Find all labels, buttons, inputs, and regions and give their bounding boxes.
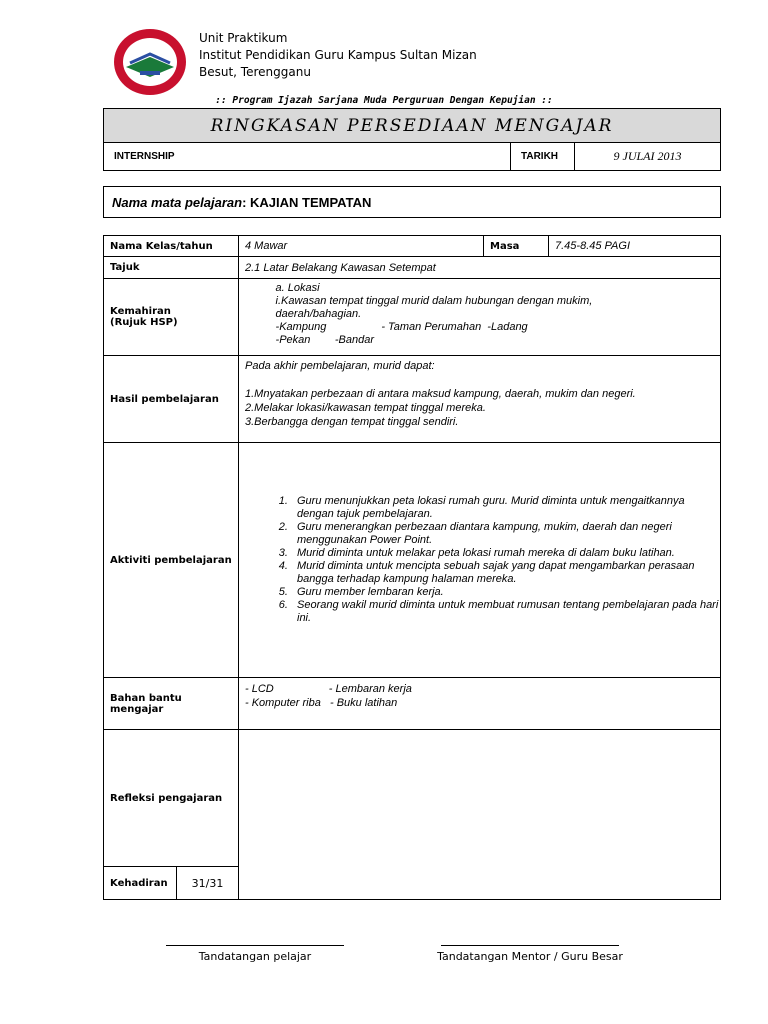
institution-line: Besut, Terengganu <box>199 65 311 79</box>
aktiviti-list <box>239 495 720 625</box>
lesson-table <box>103 235 721 900</box>
signature-mentor-label: Tandatangan Mentor / Guru Besar <box>437 950 623 963</box>
aktiviti-item: 4. Murid diminta untuk mencipta sebuah sajak yang dapat mengambarkan perasaan bangga terhadap kampung halaman mereka. <box>291 560 720 586</box>
aktiviti-item: 3. Murid diminta untuk melakar peta lokasi rumah mereka di dalam buku latihan. <box>291 547 720 560</box>
institution-logo <box>112 27 188 97</box>
internship-label: INTERNSHIP <box>104 143 511 171</box>
kelas-label: Nama Kelas/tahun <box>104 236 239 257</box>
header-table <box>103 108 721 171</box>
signature-pelajar <box>165 945 345 963</box>
signature-mentor <box>420 945 640 963</box>
subject-box <box>103 186 721 218</box>
aktiviti-item: 2. Guru menerangkan perbezaan diantara kampung, mukim, daerah dan negeri menggunakan Power Point. <box>291 521 720 547</box>
tajuk-label: Tajuk <box>104 257 239 279</box>
document-title: RINGKASAN PERSEDIAAN MENGAJAR <box>104 109 721 143</box>
aktiviti-cell <box>239 443 721 678</box>
bahan-label: Bahan bantu mengajar <box>104 678 239 730</box>
kehadiran-value: 31/31 <box>176 867 238 899</box>
signature-line <box>166 945 344 946</box>
program-name: :: Program Ijazah Sarjana Muda Perguruan Dengan Kepujian :: <box>215 95 553 106</box>
refleksi-label: Refleksi pengajaran <box>104 730 239 867</box>
signature-line <box>441 945 619 946</box>
tarikh-value: 9 JULAI 2013 <box>575 143 721 171</box>
kelas-value: 4 Mawar <box>239 236 484 257</box>
kemahiran-label: Kemahiran (Rujuk HSP) <box>104 279 239 356</box>
kehadiran-cell <box>104 867 239 900</box>
subject-label: Nama mata pelajaran <box>112 195 243 210</box>
aktiviti-label: Aktiviti pembelajaran <box>104 443 239 678</box>
signature-pelajar-label: Tandatangan pelajar <box>198 950 312 963</box>
masa-label: Masa <box>484 236 549 257</box>
subject-value: : KAJIAN TEMPATAN <box>242 195 372 210</box>
hasil-label: Hasil pembelajaran <box>104 356 239 443</box>
tarikh-label: TARIKH <box>511 143 575 171</box>
kehadiran-label: Kehadiran <box>110 877 168 889</box>
institution-address <box>199 30 477 81</box>
masa-value: 7.45-8.45 PAGI <box>549 236 721 257</box>
subject-line <box>112 195 371 210</box>
aktiviti-item: 1. Guru menunjukkan peta lokasi rumah guru. Murid diminta untuk mengaitkannya dengan tajuk pembelajaran. <box>291 495 720 521</box>
kemahiran-value: a. Lokasi i.Kawasan tempat tinggal murid dalam hubungan dengan mukim, daerah/bahagian. -Kampung - Taman Perumahan -Ladang -Pekan -Bandar <box>239 279 721 356</box>
institution-line: Unit Praktikum <box>199 31 288 45</box>
hasil-value: Pada akhir pembelajaran, murid dapat: 1.Mnyatakan perbezaan di antara maksud kampung, daerah, mukim dan negeri. 2.Melakar lokasi/kawasan tempat tinggal mereka. 3.Berbangga dengan tempat tinggal sendiri. <box>239 356 721 443</box>
aktiviti-item: 5. Guru member lembaran kerja. <box>291 586 720 599</box>
institution-line: Institut Pendidikan Guru Kampus Sultan Mizan <box>199 48 477 62</box>
tajuk-value: 2.1 Latar Belakang Kawasan Setempat <box>239 257 721 279</box>
bahan-value: - LCD - Lembaran kerja - Komputer riba - Buku latihan <box>239 678 721 730</box>
aktiviti-item: 6. Seorang wakil murid diminta untuk membuat rumusan tentang pembelajaran pada hari ini. <box>291 599 720 625</box>
refleksi-value <box>239 730 721 900</box>
